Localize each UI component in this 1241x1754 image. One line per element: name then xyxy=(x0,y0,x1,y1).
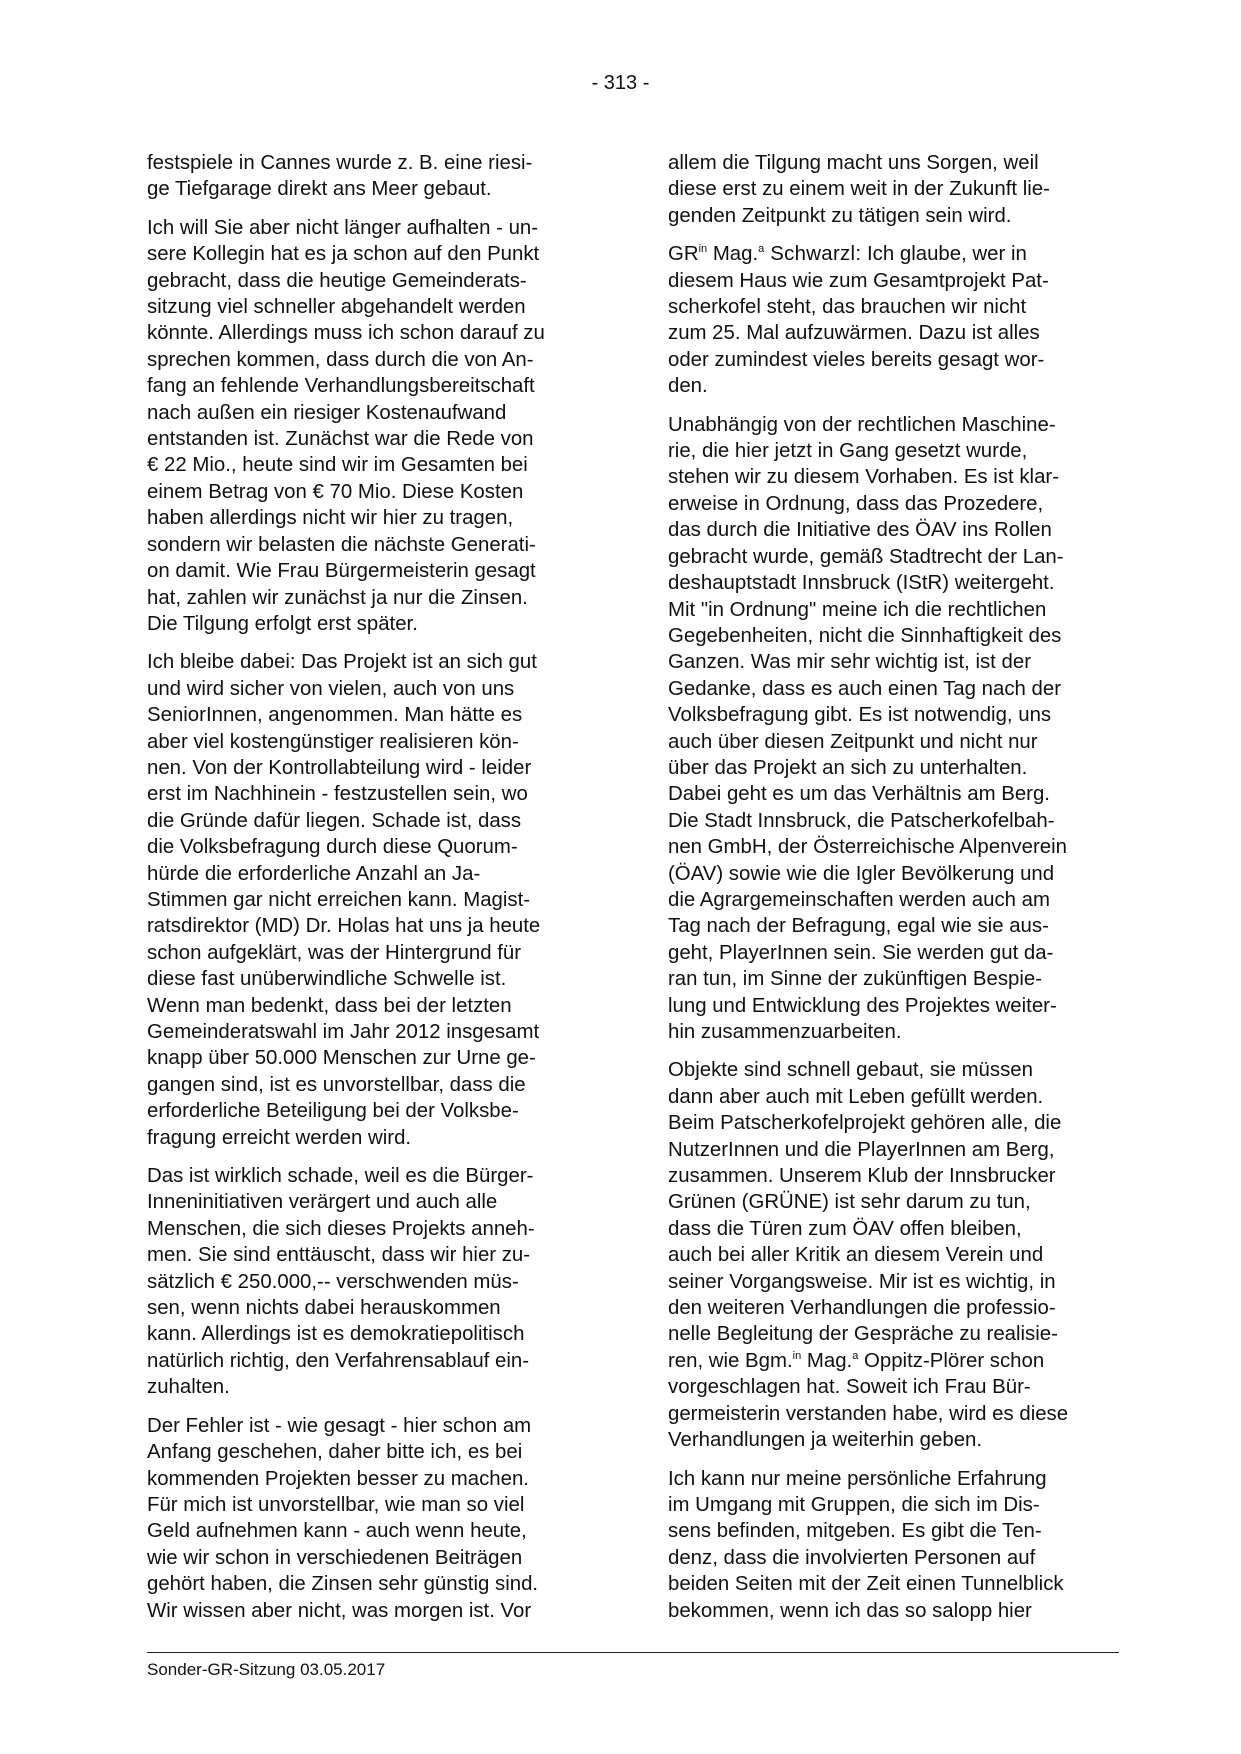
speaker-title-superscript: in xyxy=(698,243,708,256)
paragraph: Ich kann nur meine persönliche Erfahrung im Umgang mit Gruppen, die sich im Dis- sens befinden, mitgeben. Es gibt die Ten- denz, dass die involvierten Personen auf beiden Seiten mit der Zeit einen Tunnelblick bekommen, wenn ich das so salopp hier xyxy=(668,1467,1064,1622)
right-column xyxy=(668,150,1120,1636)
paragraph: Ich will Sie aber nicht länger aufhalten - un- sere Kollegin hat es ja schon auf den Punkt gebracht, dass die heutige Gemeinderats- sitzung viel schneller abgehandelt werden könnte. Allerdings muss ich schon darauf zu sprechen kommen, dass durch die von An- fang an fehlende Verhandlungsbereitschaft nach außen ein riesiger Kostenaufwand entstanden ist. Zunächst war die Rede von € 22 Mio., heute sind wir im Gesamten bei einem Betrag von € 70 Mio. Diese Kosten haben allerdings nicht wir hier zu tragen, sondern wir belasten die nächste Generati- on damit. Wie Frau Bürgermeisterin gesagt hat, zahlen wir zunächst ja nur die Zinsen. Die Tilgung erfolgt erst später. xyxy=(147,216,545,635)
speaker-title: GR xyxy=(668,243,699,266)
left-column xyxy=(147,150,599,1636)
title-superscript: in xyxy=(792,1350,802,1363)
page-number: - 313 - xyxy=(591,72,650,94)
paragraph xyxy=(668,1057,1120,1453)
paragraph: Ich bleibe dabei: Das Projekt ist an sich gut und wird sicher von vielen, auch von uns SeniorInnen, angenommen. Man hätte es aber viel kostengünstiger realisieren kön- nen. Von der Kontrollabteilung wird - leider erst im Nachhinein - festzustellen sein, wo die Gründe dafür liegen. Schade ist, dass die Volksbefragung durch diese Quorum- hürde die erforderliche Anzahl an Ja- Stimmen gar nicht erreichen kann. Magist- ratsdirektor (MD) Dr. Holas hat uns ja heute schon aufgeklärt, was der Hintergrund für diese fast unüberwindliche Schwelle ist. Wenn man bedenkt, dass bei der letzten Gemeinderatswahl im Jahr 2012 insgesamt knapp über 50.000 Menschen zur Urne ge- gangen sind, ist es unvorstellbar, dass die erforderliche Beteiligung bei der Volksbe- fragung erreicht werden wird. xyxy=(147,651,541,1149)
speaker-text: Ich glaube, wer in diesem Haus wie zum Gesamtprojekt Pat- scherkofel steht, das brauchen wir nicht zum 25. Mal aufzuwärmen. Dazu ist alles oder zumindest vieles bereits gesagt wor- den. xyxy=(668,243,1049,398)
paragraph: allem die Tilgung macht uns Sorgen, weil diese erst zu einem weit in der Zukunft lie- genden Zeitpunkt zu tätigen sein wird. xyxy=(668,152,1050,227)
footer-text: Sonder-GR-Sitzung 03.05.2017 xyxy=(147,1660,386,1679)
speaker-degree: Mag. xyxy=(707,243,759,266)
speaker-name: Schwarzl: xyxy=(764,243,862,266)
paragraph: festspiele in Cannes wurde z. B. eine riesi- ge Tiefgarage direkt ans Meer gebaut. xyxy=(147,152,533,201)
speaker-degree-superscript: a xyxy=(758,243,765,256)
degree-superscript: a xyxy=(852,1350,859,1363)
paragraph: Der Fehler ist - wie gesagt - hier schon am Anfang geschehen, daher bitte ich, es bei kommenden Projekten besser zu machen. Für mich ist unvorstellbar, wie man so viel Geld aufnehmen kann - auch wenn heute, wie wir schon in verschiedenen Beiträgen gehört haben, die Zinsen sehr günstig sind. Wir wissen aber nicht, was morgen ist. Vor xyxy=(147,1414,539,1622)
paragraph-text: Objekte sind schnell gebaut, sie müssen dann aber auch mit Leben gefüllt werden. Beim Patscherkofelprojekt gehören alle, die NutzerInnen und die PlayerInnen am Berg, zusammen. Unserem Klub der Innsbrucker Grünen (GRÜNE) ist sehr darum zu tun, dass die Türen zum ÖAV offen bleiben, auch bei aller Kritik an diesem Verein und seiner Vorgangsweise. Mir ist es wichtig, in den weiteren Verhandlungen die professio- nelle Begleitung der Gespräche zu realisie- ren, wie Bgm. xyxy=(668,1059,1062,1372)
paragraph: Unabhängig von der rechtlichen Maschine- rie, die hier jetzt in Gang gesetzt wurde, stehen wir zu diesem Vorhaben. Es ist klar- erweise in Ordnung, dass das Prozedere, das durch die Initiative des ÖAV ins Rollen gebracht wurde, gemäß Stadtrecht der Lan- deshauptstadt Innsbruck (IStR) weitergeht. Mit "in Ordnung" meine ich die rechtlichen Gegebenheiten, nicht die Sinnhaftigkeit des Ganzen. Was mir sehr wichtig ist, ist der Gedanke, dass es auch einen Tag nach der Volksbefragung gibt. Es ist notwendig, uns auch über diesen Zeitpunkt und nicht nur über das Projekt an sich zu unterhalten. Dabei geht es um das Verhältnis am Berg. Die Stadt Innsbruck, die Patscherkofelbah- nen GmbH, der Österreichische Alpenverein (ÖAV) sowie wie die Igler Bevölkerung und die Agrargemeinschaften werden auch am Tag nach der Befragung, egal wie sie aus- geht, PlayerInnen sein. Sie werden gut da- ran tun, im Sinne der zukünftigen Bespie- lung und Entwicklung des Projektes weiter- hin zusammenzuarbeiten. xyxy=(668,413,1067,1043)
footer-divider xyxy=(147,1652,1119,1653)
paragraph: Das ist wirklich schade, weil es die Bürger- Inneninitiativen verärgert und auch alle Menschen, die sich dieses Projekts anneh- men. Sie sind enttäuscht, dass wir hier zu- sätzlich € 250.000,-- verschwenden müs- sen, wenn nichts dabei herauskommen kann. Allerdings ist es demokratiepolitisch natürlich richtig, den Verfahrensablauf ein- zuhalten. xyxy=(147,1165,535,1399)
paragraph-text: Oppitz-Plörer schon vorgeschlagen hat. Soweit ich Frau Bür- germeisterin verstanden habe, wird es diese Verhandlungen ja weiterhin geben. xyxy=(668,1349,1069,1452)
paragraph-text: Mag. xyxy=(801,1349,853,1372)
speaker-paragraph xyxy=(668,241,1120,399)
